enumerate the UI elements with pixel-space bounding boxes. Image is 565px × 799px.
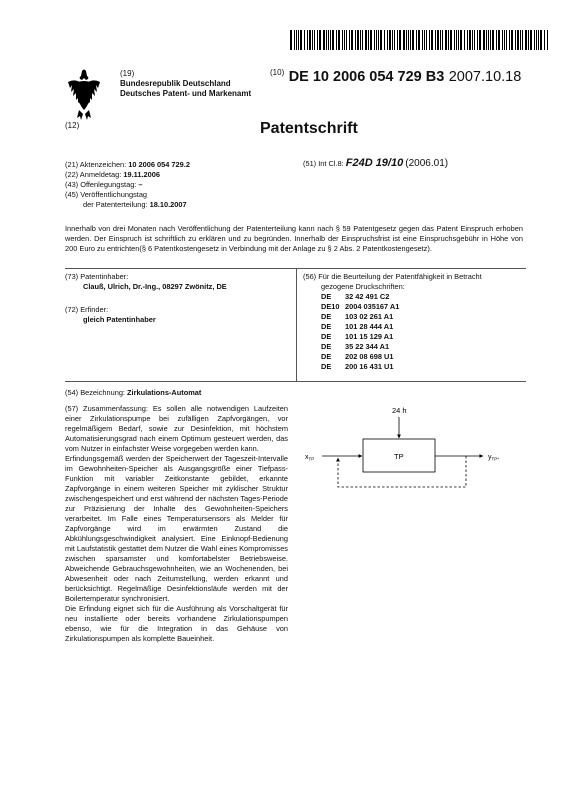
barcode-bar bbox=[450, 30, 452, 50]
invention-title: Zirkulations-Automat bbox=[127, 388, 202, 397]
barcode-bar bbox=[328, 30, 329, 50]
f22-label: (22) Anmeldetag: bbox=[65, 170, 122, 179]
barcode-bar bbox=[492, 30, 494, 50]
barcode-bar bbox=[296, 30, 297, 50]
reference-list bbox=[303, 292, 525, 372]
barcode-bar bbox=[472, 30, 473, 50]
inid-12: (12) bbox=[65, 121, 80, 130]
barcode-bar bbox=[408, 30, 409, 50]
barcode-bar bbox=[394, 30, 395, 50]
abstract-paragraph-1: (57) Zusammenfassung: Es sollen alle notwendigen Laufzeiten einer Zirkulationspumpe bei zufälligen Zapfvorgängen, vor regelmäßigem Bedarf, sowie zur Desinfektion, mit höchstem Automatisierungsgrad nach einem Optimum gesteuert werden, das vom Nutzer in einfachster Weise vorgegeben werden kann. bbox=[65, 404, 288, 453]
barcode-bar bbox=[387, 30, 388, 50]
proprietor: Clauß, Ulrich, Dr.-Ing., 08297 Zwönitz, DE bbox=[83, 282, 227, 291]
barcode-bar bbox=[412, 30, 414, 50]
f51-label: (51) Int Cl.8: bbox=[303, 159, 344, 168]
barcode-bar bbox=[362, 30, 363, 50]
barcode-bar bbox=[456, 30, 457, 50]
barcode-bar bbox=[344, 30, 345, 50]
barcode-bar bbox=[522, 30, 523, 50]
reference-item bbox=[321, 332, 525, 342]
barcode-bar bbox=[486, 30, 487, 50]
barcode-bar bbox=[365, 30, 367, 50]
barcode-bar bbox=[431, 30, 433, 50]
reference-number: 103 02 261 A1 bbox=[345, 312, 394, 321]
barcode-bar bbox=[437, 30, 439, 50]
barcode-bar bbox=[312, 30, 313, 50]
reference-country: DE10 bbox=[321, 302, 340, 311]
reference-item bbox=[321, 292, 525, 302]
reference-country: DE bbox=[321, 292, 332, 301]
publication-number-line bbox=[270, 68, 521, 86]
barcode-bar bbox=[488, 30, 489, 50]
inid-19: (19) bbox=[120, 69, 135, 78]
abstract-paragraph-2: Erfindungsgemäß werden der Speicherwert der Tageszeit-Intervalle im Gewohnheiten-Speicher als Ausgangsgröße einer Tiefpass-Funktion mit variabler Zeitkonstante gebildet, erkannte Zapfvorgänge in einem weiteren Speicher mit zyklischer Struktur zwischengespeichert und erst während der nächsten Tages-Periode zur Präzisierung der Inhalte des Gewohnheiten-Speichers verarbeitet. Im Falle eines Temperatursensors als Melder für Zapfvorgänge wird im erwärmten Zustand die Abkühlungsgeschwindigkeit analysiert. Eine Einknopf-Bedienung mit Laufstatistik gestattet dem Nutzer die Wahl eines Kompromisses zwischen sparsamster und komfortabelster Betriebsweise. Abweichende Gebrauchsgewohnheiten, wie an Wochenenden, bei Abwesenheit oder nach Zeitumstellung, werden erkannt und berücksichtigt. Regelmäßige Desinfektionsläufe werden mit der Boilertemperatur synchronisiert. bbox=[65, 454, 288, 603]
barcode-bar bbox=[544, 30, 545, 50]
reference-number: 202 08 698 U1 bbox=[345, 352, 394, 361]
barcode-bar bbox=[357, 30, 359, 50]
barcode-bar bbox=[389, 30, 391, 50]
f72-label: (72) Erfinder: bbox=[65, 305, 109, 314]
abstract bbox=[65, 404, 288, 644]
barcode-bar bbox=[326, 30, 327, 50]
authority-name: Bundesrepublik Deutschland bbox=[120, 79, 231, 88]
divider-bottom bbox=[65, 381, 526, 382]
barcode-bar bbox=[435, 30, 436, 50]
barcode-bar bbox=[380, 30, 382, 50]
barcode-bar bbox=[403, 30, 405, 50]
barcode-bar bbox=[464, 30, 465, 50]
barcode-bar bbox=[374, 30, 375, 50]
f56-label-1: (56) Für die Beurteilung der Patentfähigkeit in Betracht bbox=[303, 272, 482, 281]
barcode-bar bbox=[422, 30, 423, 50]
reference-country: DE bbox=[321, 352, 332, 361]
barcode-bar bbox=[304, 30, 305, 50]
barcode-bar bbox=[460, 30, 462, 50]
figure-top-label: 24 h bbox=[392, 406, 407, 415]
reference-item bbox=[321, 322, 525, 332]
publication-date: 2007.10.18 bbox=[448, 69, 522, 85]
barcode-bar bbox=[418, 30, 420, 50]
reference-country: DE bbox=[321, 362, 332, 371]
opposition-notice: Innerhalb von drei Monaten nach Veröffentlichung der Patenterteilung kann nach § 59 Patentgesetz gegen das Patent Einspruch erhoben werden. Der Einspruch ist schriftlich zu erklären und zu begründen. Innerhalb der Einspruchsfrist ist eine Einspruchsgebühr in Höhe von 200 Euro zu entrichten(§ 6 Patentkostengesetz in Verbindung mit der Anlage zu § 2 Abs. 2 Patentkostengesetz). bbox=[65, 224, 523, 253]
ipc-classification bbox=[303, 158, 448, 169]
bibliographic-data bbox=[65, 160, 295, 210]
barcode-bar bbox=[483, 30, 485, 50]
barcode-bar bbox=[511, 30, 513, 50]
barcode-bar bbox=[448, 30, 449, 50]
barcode-bar bbox=[392, 30, 393, 50]
block-diagram bbox=[300, 400, 525, 510]
filing-date: 19.11.2006 bbox=[123, 170, 160, 179]
barcode-bar bbox=[317, 30, 318, 50]
barcode-bar bbox=[298, 30, 299, 50]
reference-number: 2004 035167 A1 bbox=[345, 302, 400, 311]
federal-eagle-icon bbox=[62, 68, 106, 122]
barcode-bar bbox=[346, 30, 347, 50]
barcode-bar bbox=[538, 30, 539, 50]
reference-country: DE bbox=[321, 332, 332, 341]
barcode-bar bbox=[530, 30, 532, 50]
barcode-bar bbox=[300, 30, 302, 50]
barcode-bar bbox=[496, 30, 497, 50]
barcode-bar bbox=[290, 30, 292, 50]
inid-10: (10) bbox=[270, 68, 285, 77]
barcode-bar bbox=[426, 30, 427, 50]
barcode-bar bbox=[349, 30, 350, 50]
barcode-bar bbox=[477, 30, 478, 50]
title-line bbox=[65, 388, 201, 398]
barcode-bar bbox=[469, 30, 471, 50]
barcode-bar bbox=[429, 30, 430, 50]
parties bbox=[65, 272, 290, 325]
barcode-bar bbox=[498, 30, 500, 50]
barcode-bar bbox=[540, 30, 542, 50]
cited-references bbox=[303, 272, 525, 372]
barcode-bar bbox=[467, 30, 468, 50]
barcode-bar bbox=[368, 30, 369, 50]
reference-number: 200 16 431 U1 bbox=[345, 362, 394, 371]
f56-label-2: gezogene Druckschriften: bbox=[321, 282, 405, 291]
ipc-code: F24D 19/10 bbox=[345, 157, 404, 169]
laid-open-date: – bbox=[138, 180, 143, 189]
barcode-bar bbox=[416, 30, 417, 50]
barcode-bar bbox=[534, 30, 535, 50]
barcode-bar bbox=[490, 30, 491, 50]
barcode-bar bbox=[336, 30, 337, 50]
barcode-bar bbox=[520, 30, 521, 50]
barcode-bar bbox=[525, 30, 527, 50]
barcode-bar bbox=[536, 30, 537, 50]
barcode-bar bbox=[424, 30, 425, 50]
application-number: 10 2006 054 729.2 bbox=[128, 160, 190, 169]
barcode-bar bbox=[454, 30, 455, 50]
barcode-bar bbox=[342, 30, 343, 50]
inventor: gleich Patentinhaber bbox=[83, 315, 156, 324]
barcode-bar bbox=[384, 30, 385, 50]
barcode-bar bbox=[509, 30, 510, 50]
barcode-bar bbox=[504, 30, 505, 50]
tp-block-label: TP bbox=[394, 452, 404, 461]
reference-item bbox=[321, 342, 525, 352]
barcode-bar bbox=[360, 30, 361, 50]
barcode-bar bbox=[458, 30, 459, 50]
barcode-bar bbox=[442, 30, 443, 50]
barcode-bar bbox=[351, 30, 353, 50]
barcode-bar bbox=[445, 30, 447, 50]
f54-label: (54) Bezeichnung: bbox=[65, 388, 125, 397]
reference-item bbox=[321, 302, 525, 312]
barcode-bar bbox=[506, 30, 507, 50]
reference-country: DE bbox=[321, 342, 332, 351]
reference-number: 32 42 491 C2 bbox=[345, 292, 390, 301]
barcode-bar bbox=[378, 30, 379, 50]
ipc-year: (2006.01) bbox=[405, 158, 449, 169]
barcode-bar bbox=[376, 30, 377, 50]
f45-label-2: der Patenterteilung: bbox=[83, 200, 148, 209]
barcode-bar bbox=[307, 30, 308, 50]
barcode-bar bbox=[319, 30, 321, 50]
grant-date: 18.10.2007 bbox=[149, 200, 187, 209]
output-label: $y_{TP*}$ bbox=[488, 454, 500, 462]
barcode-bar bbox=[502, 30, 503, 50]
barcode-bar bbox=[338, 30, 340, 50]
reference-country: DE bbox=[321, 322, 332, 331]
barcode-bar bbox=[410, 30, 411, 50]
f73-label: (73) Patentinhaber: bbox=[65, 272, 129, 281]
barcode-bar bbox=[355, 30, 356, 50]
barcode-bar bbox=[294, 30, 295, 50]
barcode-bar bbox=[406, 30, 407, 50]
divider-vertical bbox=[296, 268, 297, 381]
f45-label-1: (45) Veröffentlichungstag bbox=[65, 190, 148, 199]
reference-item bbox=[321, 362, 525, 372]
barcode-bar bbox=[440, 30, 441, 50]
reference-number: 101 15 129 A1 bbox=[345, 332, 394, 341]
authority-office: Deutsches Patent- und Markenamt bbox=[120, 89, 252, 98]
barcode-bar bbox=[528, 30, 529, 50]
f21-label: (21) Aktenzeichen: bbox=[65, 160, 127, 169]
reference-item bbox=[321, 352, 525, 362]
publication-number: DE 10 2006 054 729 B3 bbox=[288, 69, 445, 85]
barcode-bar bbox=[309, 30, 311, 50]
barcode-bar bbox=[479, 30, 481, 50]
reference-number: 101 28 444 A1 bbox=[345, 322, 394, 331]
barcode-bar bbox=[547, 30, 548, 50]
reference-item bbox=[321, 312, 525, 322]
barcode-bar bbox=[397, 30, 398, 50]
barcode-bar bbox=[517, 30, 519, 50]
abstract-paragraph-3: Die Erfindung eignet sich für die Ausführung als Vorschaltgerät für neu installierte oder bereits vorhandene Zirkulationspumpen ebenso, wie für die Integration in das Gehäuse von Zirkulationspumpen als komplette Baueinheit. bbox=[65, 604, 288, 643]
barcode-bar bbox=[323, 30, 325, 50]
barcode-bar bbox=[370, 30, 372, 50]
barcode-bar bbox=[515, 30, 516, 50]
barcode-bar bbox=[330, 30, 331, 50]
f43-label: (43) Offenlegungstag: bbox=[65, 180, 137, 189]
barcode-bar bbox=[314, 30, 315, 50]
barcode bbox=[290, 30, 552, 50]
reference-number: 35 22 344 A1 bbox=[345, 342, 390, 351]
input-label: $x_{TP}$ bbox=[305, 454, 315, 462]
barcode-bar bbox=[474, 30, 475, 50]
barcode-bar bbox=[332, 30, 334, 50]
document-type: Patentschrift bbox=[260, 120, 358, 137]
barcode-bar bbox=[399, 30, 401, 50]
reference-country: DE bbox=[321, 312, 332, 321]
